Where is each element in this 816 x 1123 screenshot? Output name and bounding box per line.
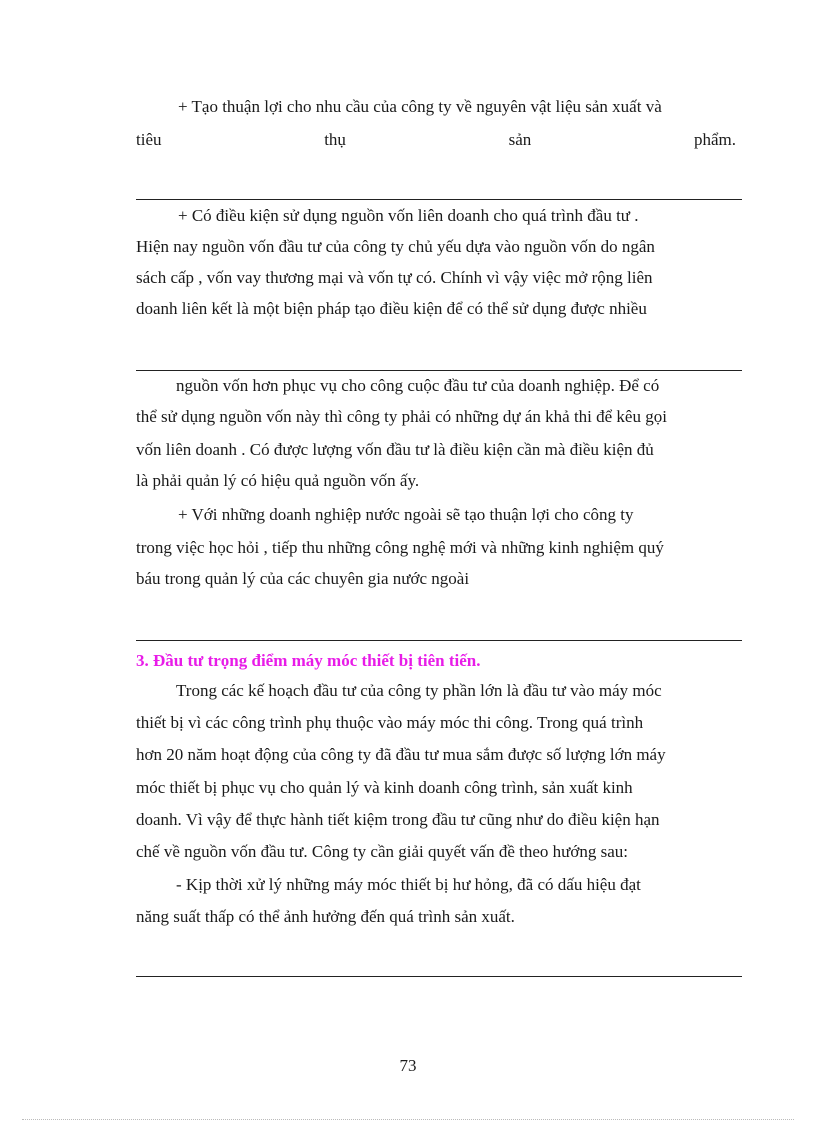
text-line: hơn 20 năm hoạt động của công ty đã đầu tư mua sắm được số lượng lớn máy xyxy=(136,745,666,764)
text-line-justified xyxy=(136,130,736,150)
separator-line xyxy=(136,640,742,641)
text-line: trong việc học hỏi , tiếp thu những công nghệ mới và những kinh nghiệm quý xyxy=(136,538,664,557)
text-line: + Với những doanh nghiệp nước ngoài sẽ tạo thuận lợi cho công ty xyxy=(178,505,634,524)
text-line: năng suất thấp có thể ảnh hưởng đến quá trình sản xuất. xyxy=(136,907,515,926)
text-line: là phải quản lý có hiệu quả nguồn vốn ấy. xyxy=(136,471,420,490)
text-line: móc thiết bị phục vụ cho quản lý và kinh doanh công trình, sản xuất kinh xyxy=(136,778,633,797)
text-line: nguồn vốn hơn phục vụ cho công cuộc đầu tư của doanh nghiệp. Để có xyxy=(176,376,660,395)
word: tiêu xyxy=(136,130,162,149)
text-line: chế về nguồn vốn đầu tư. Công ty cần giải quyết vấn đề theo hướng sau: xyxy=(136,842,628,861)
separator-line xyxy=(136,199,742,200)
word: thụ xyxy=(324,130,346,149)
text-line: vốn liên doanh . Có được lượng vốn đầu tư là điều kiện cần mà điều kiện đủ xyxy=(136,440,654,459)
text-line: Trong các kế hoạch đầu tư của công ty phần lớn là đầu tư vào máy móc xyxy=(176,681,662,700)
text-line: doanh. Vì vậy để thực hành tiết kiệm trong đầu tư cũng như do điều kiện hạn xyxy=(136,810,660,829)
text-line: + Có điều kiện sử dụng nguồn vốn liên doanh cho quá trình đầu tư . xyxy=(178,206,639,225)
text-line: thể sử dụng nguồn vốn này thì công ty phải có những dự án khả thi để kêu gọi xyxy=(136,407,667,426)
page-number: 73 xyxy=(399,1056,417,1075)
text-line: - Kịp thời xử lý những máy móc thiết bị hư hỏng, đã có dấu hiệu đạt xyxy=(176,875,641,894)
text-line: doanh liên kết là một biện pháp tạo điều kiện để có thể sử dụng được nhiều xyxy=(136,299,647,318)
text-line: sách cấp , vốn vay thương mại và vốn tự có. Chính vì vậy việc mở rộng liên xyxy=(136,268,653,287)
separator-line xyxy=(136,370,742,371)
text-line: báu trong quản lý của các chuyên gia nước ngoài xyxy=(136,569,470,588)
text-line: Hiện nay nguồn vốn đầu tư của công ty chủ yếu dựa vào nguồn vốn do ngân xyxy=(136,237,655,256)
separator-line xyxy=(136,976,742,977)
page-bottom-border xyxy=(22,1119,794,1120)
word: sản xyxy=(508,130,532,149)
section-heading: 3. Đầu tư trọng điểm máy móc thiết bị tiên tiến. xyxy=(136,651,481,670)
text-line: thiết bị vì các công trình phụ thuộc vào máy móc thi công. Trong quá trình xyxy=(136,713,644,732)
text-line: + Tạo thuận lợi cho nhu cầu của công ty về nguyên vật liệu sản xuất và xyxy=(178,97,662,116)
word: phẩm. xyxy=(693,130,736,149)
